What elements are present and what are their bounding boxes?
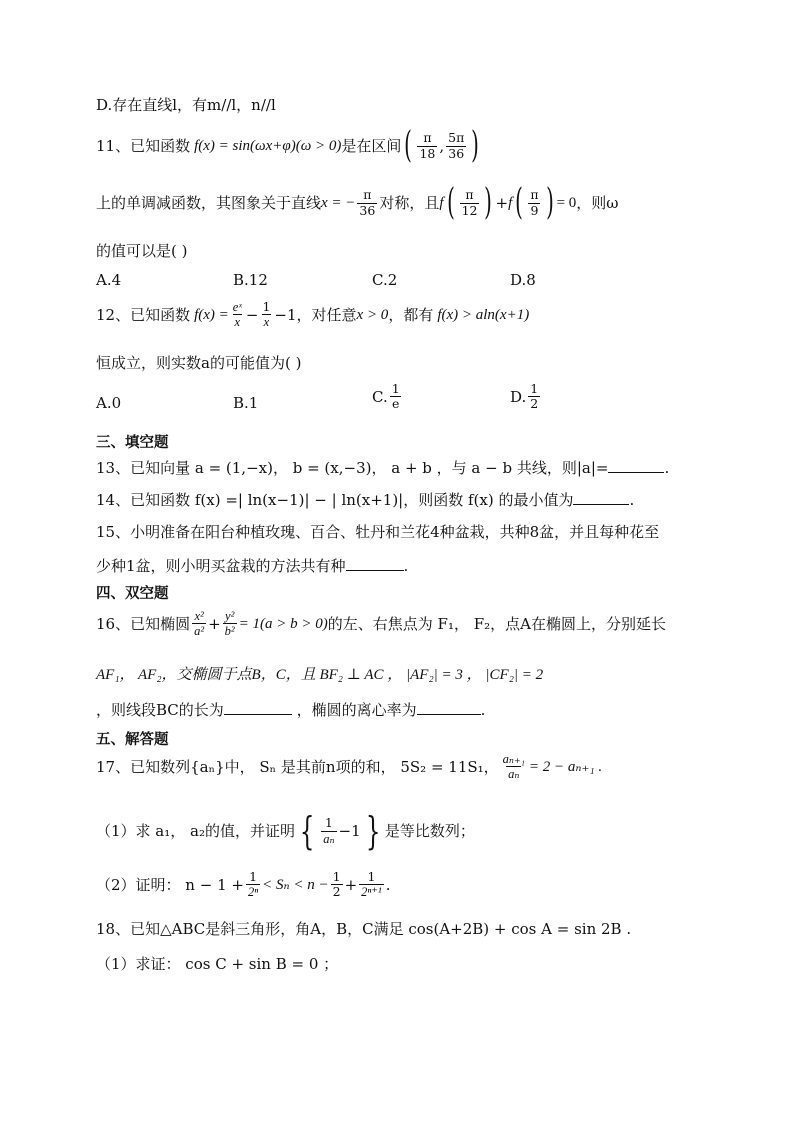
q11-line1: 11、已知函数 f(x) = sin(ωx+φ)(ω > 0) 是在区间 ( $\frac{\pi}{18}$ , $\frac{5\pi}{36}$ ) <box>96 125 480 166</box>
q11-mid1: 是在区间 <box>341 137 402 155</box>
q14: 14、已知函数 f(x) =| ln(x−1)| − | ln(x+1)|，则函数 f(x) 的最小值为 . <box>96 491 635 509</box>
q16-frac-y: $\frac{\text{y²}}{\text{b²}}$ <box>224 609 235 639</box>
q11-func: f(x) = sin(ωx+φ)(ω > 0) <box>194 138 342 154</box>
q16-line3: ，则线段BC的长为 ，椭圆的离心率为 . <box>96 701 486 719</box>
q18-line1: 18、已知△ABC是斜三角形，角A，B，C满足 cos(A+2B) + cos A = sin 2B . <box>96 920 632 938</box>
q12-option-b: B.1 <box>233 394 259 412</box>
q17-part2: （2）证明： n − 1 + $\frac{1}{\text{2ⁿ}}$ < Sₙ < n − $\frac{1}{2}$ + $\frac{1}{\text{2ⁿ⁺¹}}$ . <box>96 869 391 900</box>
q17-part1-frac: $\frac{1}{\text{aₙ}}$ <box>323 815 335 846</box>
q11-interval-right: $\frac{5\pi}{36}$ <box>448 130 465 161</box>
q11-line2: 上的单调减函数，其图象关于直线 x = − $\frac{\pi}{36}$ 对称，且 f ( $\frac{\pi}{12}$ ) + f ( $\frac{\pi}{9}$ ) = 0 ，则ω <box>96 182 619 223</box>
section-solution-heading: 五、解答题 <box>96 732 169 748</box>
q12-line2: 恒成立，则实数a的可能值为( ) <box>96 354 302 372</box>
q12-frac-inv: $\frac{1}{x}$ <box>262 299 271 330</box>
q11-line3: 的值可以是( ) <box>96 242 188 260</box>
q10-option-d: D.存在直线l，有m//l，n//l <box>96 96 276 114</box>
q12-option-d: D. $\frac{1}{2}$ <box>510 381 539 412</box>
q11-f-arg1: $\frac{\pi}{12}$ <box>461 187 478 218</box>
q11-f-arg2: $\frac{\pi}{9}$ <box>530 187 539 218</box>
q16-line2: AF₁， AF₂，交椭圆于点B，C，且 BF₂ ⊥ AC ， |AF₂| = 3 ， |CF₂| = 2 <box>96 667 544 683</box>
q17-recurrence-frac: $\frac{\text{aₙ₊₁}}{\text{aₙ}}$ <box>502 752 525 782</box>
section-fill-in-heading: 三、填空题 <box>96 435 169 451</box>
q18-line2: （1）求证： cos C + sin B = 0 ； <box>96 955 339 973</box>
q12-option-a: A.0 <box>96 394 122 412</box>
q15-line2: 少种1盆，则小明买盆栽的方法共有种 . <box>96 557 409 575</box>
q12-line1: 12、已知函数 f(x) = $\frac{\text{eˣ}}{x}$ − $\frac{1}{x}$ −1 ，对任意 x > 0 ，都有 f(x) > aln(x+1) <box>96 299 530 330</box>
q11-symmetry-frac: $\frac{\pi}{36}$ <box>359 187 376 218</box>
q13: 13、已知向量 a = (1,−x)， b = (x,−3)， a + b ，与 a − b 共线，则|a|= . <box>96 459 670 477</box>
q11-option-c: C.2 <box>372 271 398 289</box>
q17-line1: 17、已知数列{aₙ}中， Sₙ 是其前n项的和， 5S₂ = 11S₁， $\frac{\text{aₙ₊₁}}{\text{aₙ}}$ = 2 − aₙ₊₁ . <box>96 752 603 782</box>
q15-line1: 15、小明准备在阳台种植玫瑰、百合、牡丹和兰花4种盆栽，共种8盆，并且每种花至 <box>96 523 660 541</box>
q11-option-b: B.12 <box>233 271 268 289</box>
q11-interval-left: $\frac{\pi}{18}$ <box>419 130 436 161</box>
q12-frac-exp: $\frac{\text{eˣ}}{x}$ <box>232 300 242 330</box>
q11-option-a: A.4 <box>96 271 122 289</box>
q16-line1: 16、已知椭圆 $\frac{\text{x²}}{\text{a²}}$ + $\frac{\text{y²}}{\text{b²}}$ = 1(a > b > 0) 的左、右焦点为 F₁， F₂，点A在椭圆上，分别延长 <box>96 609 666 639</box>
q17-part1: （1）求 a₁， a₂的值，并证明 { $\frac{1}{\text{aₙ}}$ −1 } 是等比数列； <box>96 809 475 853</box>
section-double-blank-heading: 四、双空题 <box>96 586 169 602</box>
q11-option-d: D.8 <box>510 271 536 289</box>
q16-frac-x: $\frac{\text{x²}}{\text{a²}}$ <box>194 609 205 639</box>
q12-option-c: C. $\frac{1}{e}$ <box>372 381 400 412</box>
q11-prefix: 11、已知函数 <box>96 137 191 155</box>
